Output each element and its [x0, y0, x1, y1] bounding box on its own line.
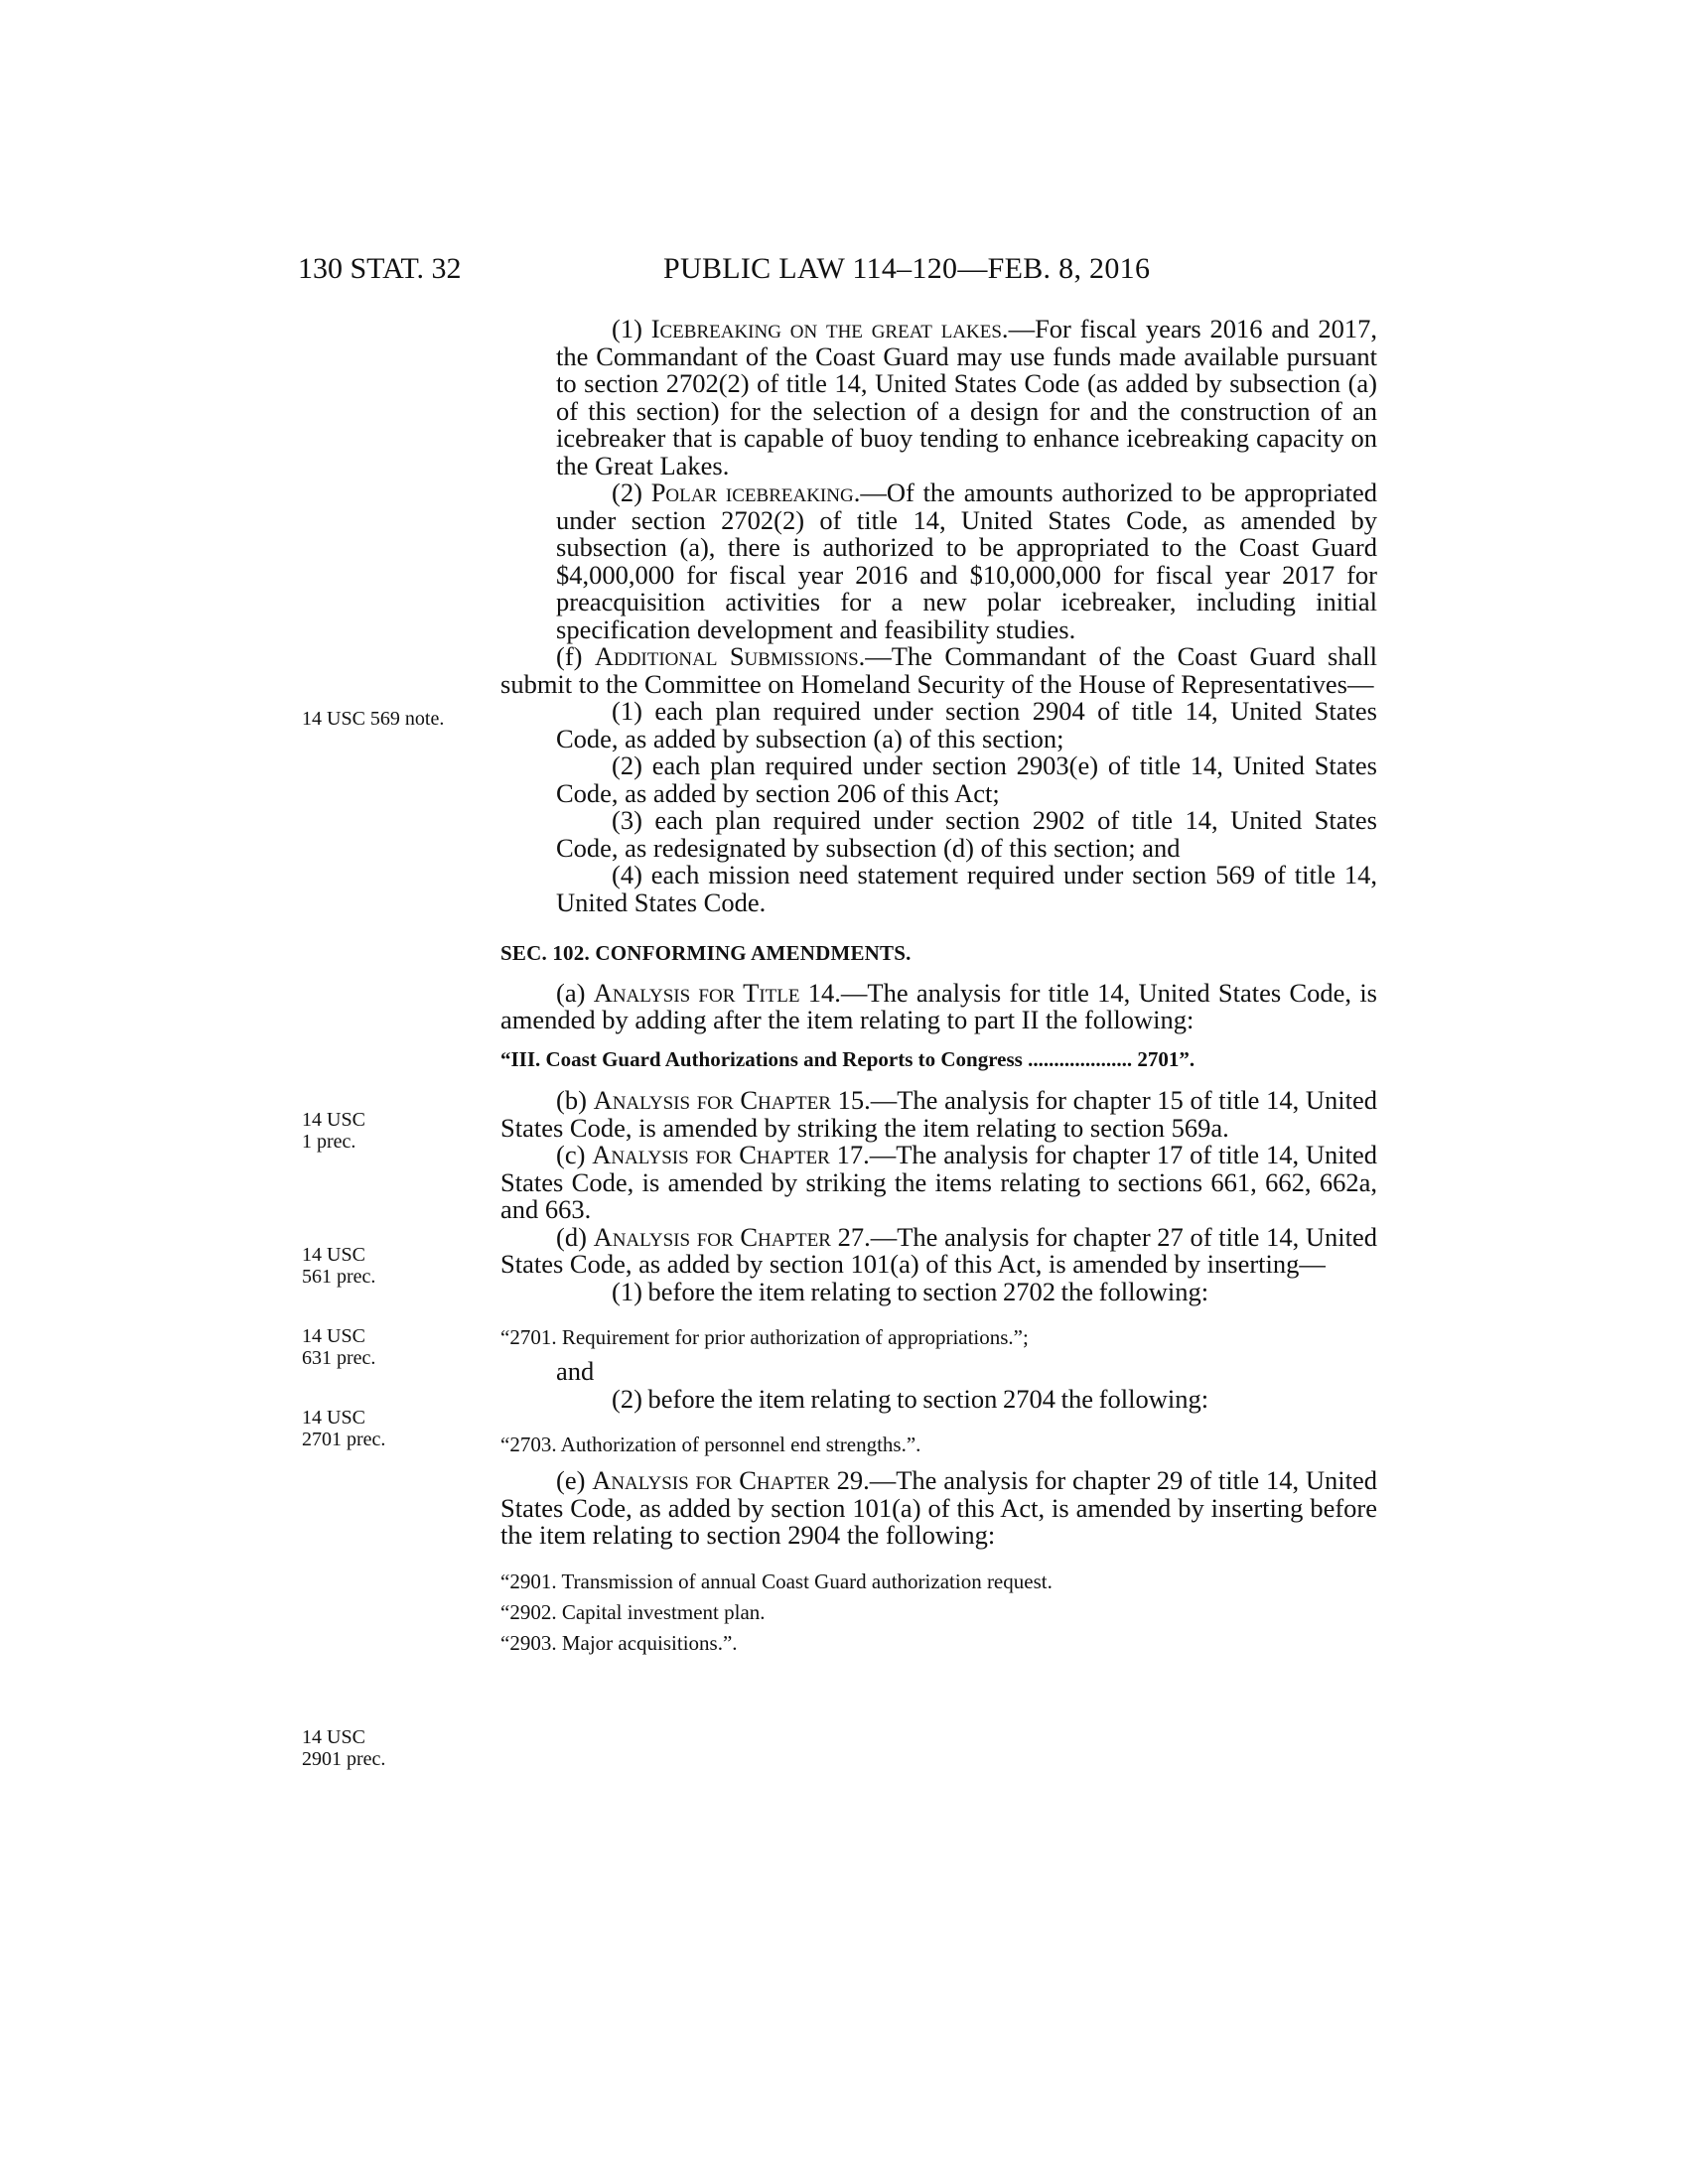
paragraph-icebreaking-great-lakes [500, 316, 1377, 479]
margin-note-1-prec [302, 1109, 365, 1153]
paragraph-heading: Icebreaking on the great lakes. [650, 314, 1009, 343]
list-item-f4: (4) each mission need statement required under section 569 of title 14, United States Code. [556, 860, 1377, 917]
list-item-f1: (1) each plan required under section 2904 of title 14, United States Code, as added by subsection (a) of this section; [556, 696, 1377, 753]
subsection-number: (b) [556, 1085, 594, 1115]
margin-note-text: 14 USC 569 note. [302, 708, 445, 730]
analysis-item-part-iii: “III. Coast Guard Authorizations and Reports to Congress .................... 2701”. [500, 1046, 1196, 1071]
list-item-d2: (2) before the item relating to section 2704 the following: [612, 1383, 1209, 1414]
margin-note-line: 14 USC [302, 1407, 365, 1429]
list-item-f2: (2) each plan required under section 2903(e) of title 14, United States Code, as added by section 206 of this Act; [556, 751, 1377, 808]
subsection-c-chapter-17 [500, 1142, 1377, 1224]
subsection-heading: Analysis for Chapter 29. [592, 1465, 870, 1495]
paragraph-text: —Of the amounts authorized to be appropriated under section 2702(2) of title 14, United States Code, as amended by subsection (a), there is authorized to be appropriated to the Coast Guard $4,000,000 for fiscal year 2016 and $10,000,000 for fiscal year 2017 for preacquisition activities for a new polar icebreaker, including initial specification development and feasibility studies. [556, 478, 1377, 644]
subsection-text: —The analysis for chapter 27 of title 14, United States Code, as added by section 101(a) of this Act, is amended by inserting— [500, 1221, 1378, 1279]
analysis-item-2903: “2903. Major acquisitions.”. [500, 1630, 738, 1655]
margin-note-line: 2901 prec. [302, 1748, 386, 1770]
margin-note-561-prec [302, 1244, 375, 1288]
subsection-heading: Analysis for Title 14. [593, 977, 841, 1008]
margin-note-2901-prec [302, 1726, 385, 1770]
page-header [0, 252, 1688, 292]
subsection-text: —The analysis for chapter 17 of title 14, United States Code, is amended by striking the items relating to sections 661, 662, 662a, and 663. [500, 1140, 1377, 1224]
public-law-title: PUBLIC LAW 114–120—FEB. 8, 2016 [663, 252, 1151, 285]
subsection-number: (c) [556, 1140, 593, 1169]
analysis-item-2701: “2701. Requirement for prior authorization of appropriations.”; [500, 1325, 1029, 1349]
analysis-item-2902: “2902. Capital investment plan. [500, 1599, 766, 1624]
subsection-heading: Additional Submissions. [594, 641, 866, 671]
paragraph-polar-icebreaking [500, 479, 1377, 643]
list-item-f3: (3) each plan required under section 2902 of title 14, United States Code, as redesignated by subsection (d) of this section; and [556, 805, 1377, 863]
statute-body [500, 316, 1377, 1656]
paragraph-number: (2) [612, 478, 651, 507]
subsection-f-additional-submissions [500, 643, 1377, 698]
subsection-number: (f) [556, 641, 595, 671]
subsection-text: —The analysis for chapter 29 of title 14, United States Code, as added by section 101(a) of this Act, is amended by inserting before the item relating to section 2904 the following: [500, 1465, 1377, 1550]
margin-note-line: 2701 prec. [302, 1429, 386, 1450]
subsection-heading: Analysis for Chapter 15. [593, 1085, 871, 1115]
margin-note-line: 631 prec. [302, 1347, 376, 1369]
margin-note-line: 14 USC [302, 1109, 365, 1131]
analysis-item-2901: “2901. Transmission of annual Coast Guard authorization request. [500, 1569, 1053, 1593]
margin-note-631-prec [302, 1325, 375, 1369]
subsection-e-chapter-29 [500, 1467, 1377, 1550]
margin-note-2701-prec [302, 1407, 385, 1450]
subsection-text: —The Commandant of the Coast Guard shall submit to the Committee on Homeland Security of the House of Representatives— [500, 641, 1377, 699]
margin-note-line: 14 USC [302, 1244, 365, 1266]
statute-page-number: 130 STAT. 32 [298, 252, 462, 285]
margin-note-line: 561 prec. [302, 1266, 376, 1288]
subsection-number: (e) [556, 1465, 593, 1495]
margin-note-569 [302, 708, 444, 730]
paragraph-heading: Polar icebreaking. [650, 478, 861, 507]
subsection-number: (a) [556, 977, 594, 1008]
section-102-heading: SEC. 102. CONFORMING AMENDMENTS. [500, 941, 912, 965]
subsection-number: (d) [556, 1221, 594, 1252]
connector-and: and [556, 1356, 595, 1386]
subsection-a-title-14 [500, 977, 1377, 1034]
subsection-text: —The analysis for title 14, United States Code, is amended by adding after the item relating to part II the following: [500, 977, 1377, 1034]
list-item-d1: (1) before the item relating to section 2702 the following: [612, 1276, 1209, 1306]
margin-note-line: 1 prec. [302, 1131, 356, 1153]
paragraph-number: (1) [612, 314, 651, 343]
margin-note-line: 14 USC [302, 1726, 365, 1748]
paragraph-text: —For fiscal years 2016 and 2017, the Commandant of the Coast Guard may use funds made available pursuant to section 2702(2) of title 14, United States Code (as added by subsection (a) of this section) for the selection of a design for and the construction of an icebreaker that is capable of buoy tending to enhance icebreaking capacity on the Great Lakes. [556, 314, 1377, 480]
subsection-d-chapter-27 [500, 1221, 1378, 1279]
subsection-heading: Analysis for Chapter 27. [593, 1221, 871, 1252]
analysis-item-2703: “2703. Authorization of personnel end strengths.”. [500, 1433, 921, 1456]
subsection-text: —The analysis for chapter 15 of title 14, United States Code, is amended by striking the item relating to section 569a. [500, 1085, 1378, 1143]
subsection-heading: Analysis for Chapter 17. [592, 1140, 870, 1169]
margin-note-line: 14 USC [302, 1325, 365, 1347]
subsection-b-chapter-15 [500, 1087, 1377, 1142]
